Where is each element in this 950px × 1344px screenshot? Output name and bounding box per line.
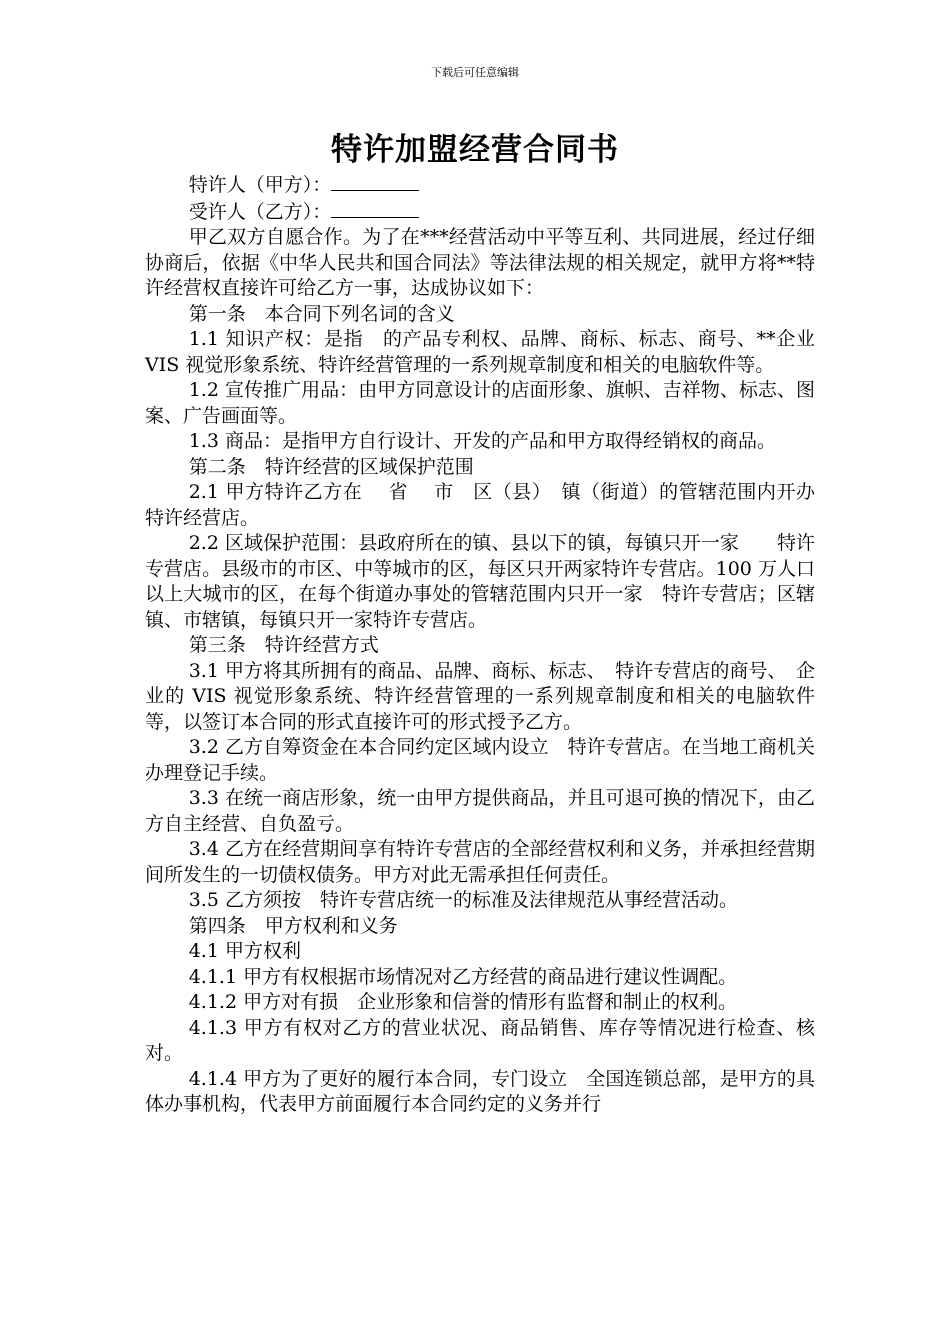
paragraph: 1.3 商品：是指甲方自行设计、开发的产品和甲方取得经销权的商品。 bbox=[188, 430, 776, 452]
document-title: 特许加盟经营合同书 bbox=[331, 132, 619, 168]
party-b-line bbox=[145, 199, 815, 226]
party-a-blank bbox=[331, 172, 419, 191]
party-a-label: 特许人（甲方）： bbox=[188, 174, 332, 196]
paragraph: 1.2 宣传推广用品：由甲方同意设计的店面形象、旗帜、吉祥物、标志、图案、广告画面等。 bbox=[145, 379, 815, 427]
paragraph: 4.1.1 甲方有权根据市场情况对乙方经营的商品进行建议性调配。 bbox=[188, 965, 738, 988]
document-body bbox=[145, 172, 835, 1118]
paragraph: 3.2 乙方自筹资金在本合同约定区域内设立 特许专营店。在当地工商机关办理登记手续。 bbox=[145, 736, 815, 784]
paragraph: 3.5 乙方须按 特许专营店统一的标准及法律规范从事经营活动。 bbox=[188, 889, 738, 911]
party-b-label: 受许人（乙方）： bbox=[188, 200, 332, 223]
subsection-heading: 4.1 甲方权利 bbox=[188, 940, 301, 962]
section-heading: 第四条 甲方权利和义务 bbox=[188, 914, 398, 937]
header-note: 下载后可任意编辑 bbox=[431, 66, 519, 79]
paragraph: 2.1 甲方特许乙方在 省 市 区（县） 镇（街道）的管辖范围内开办 特许经营店。 bbox=[145, 481, 835, 529]
paragraph: 4.1.2 甲方对有损 企业形象和信誉的情形有监督和制止的权利。 bbox=[188, 991, 738, 1013]
paragraph: 3.4 乙方在经营期间享有特许专营店的全部经营权利和义务，并承担经营期间所发生的一切债权债务。甲方对此无需承担任何责任。 bbox=[145, 838, 815, 886]
party-b-blank bbox=[331, 199, 419, 218]
section-heading: 第二条 特许经营的区域保护范围 bbox=[188, 455, 474, 478]
party-a-line bbox=[145, 172, 815, 199]
paragraph: 3.3 在统一商店形象，统一由甲方提供商品，并且可退可换的情况下，由乙方自主经营、自负盈亏。 bbox=[145, 787, 815, 835]
paragraph: 2.2 区域保护范围：县政府所在的镇、县以下的镇，每镇只开一家 特许专营店。县级市的市区、中等城市的区，每区只开两家特许专营店。100 万人口以上大城市的区，在每个街道办事处的管辖范围内只开一家 特许专营店；区辖镇、市辖镇，每镇只开一家特许专营店。 bbox=[145, 532, 815, 631]
paragraph: 甲乙双方自愿合作。为了在***经营活动中平等互利、共同进展，经过仔细协商后，依据《中华人民共和国合同法》等法律法规的相关规定，就甲方将**特许经营权直接许可给乙方一事，达成协议如下： bbox=[145, 226, 815, 299]
section-heading: 第三条 特许经营方式 bbox=[188, 634, 379, 656]
paragraph: 3.1 甲方将其所拥有的商品、品牌、商标、标志、 特许专营店的商号、 企业的 VIS 视觉形象系统、特许经营管理的一系列规章制度和相关的电脑软件等，以签订本合同的形式直接许可的形式授予乙方。 bbox=[145, 659, 815, 733]
section-heading: 第一条 本合同下列名词的含义 bbox=[188, 302, 455, 325]
paragraph: 4.1.4 甲方为了更好的履行本合同，专门设立 全国连锁总部，是甲方的具体办事机构，代表甲方前面履行本合同约定的义务并行 bbox=[145, 1067, 815, 1115]
paragraph: 4.1.3 甲方有权对乙方的营业状况、商品销售、库存等情况进行检查、核对。 bbox=[145, 1016, 815, 1064]
paragraph: 1.1 知识产权：是指 的产品专利权、品牌、商标、标志、商号、**企业 VIS 视觉形象系统、特许经营管理的一系列规章制度和相关的电脑软件等。 bbox=[145, 328, 815, 376]
